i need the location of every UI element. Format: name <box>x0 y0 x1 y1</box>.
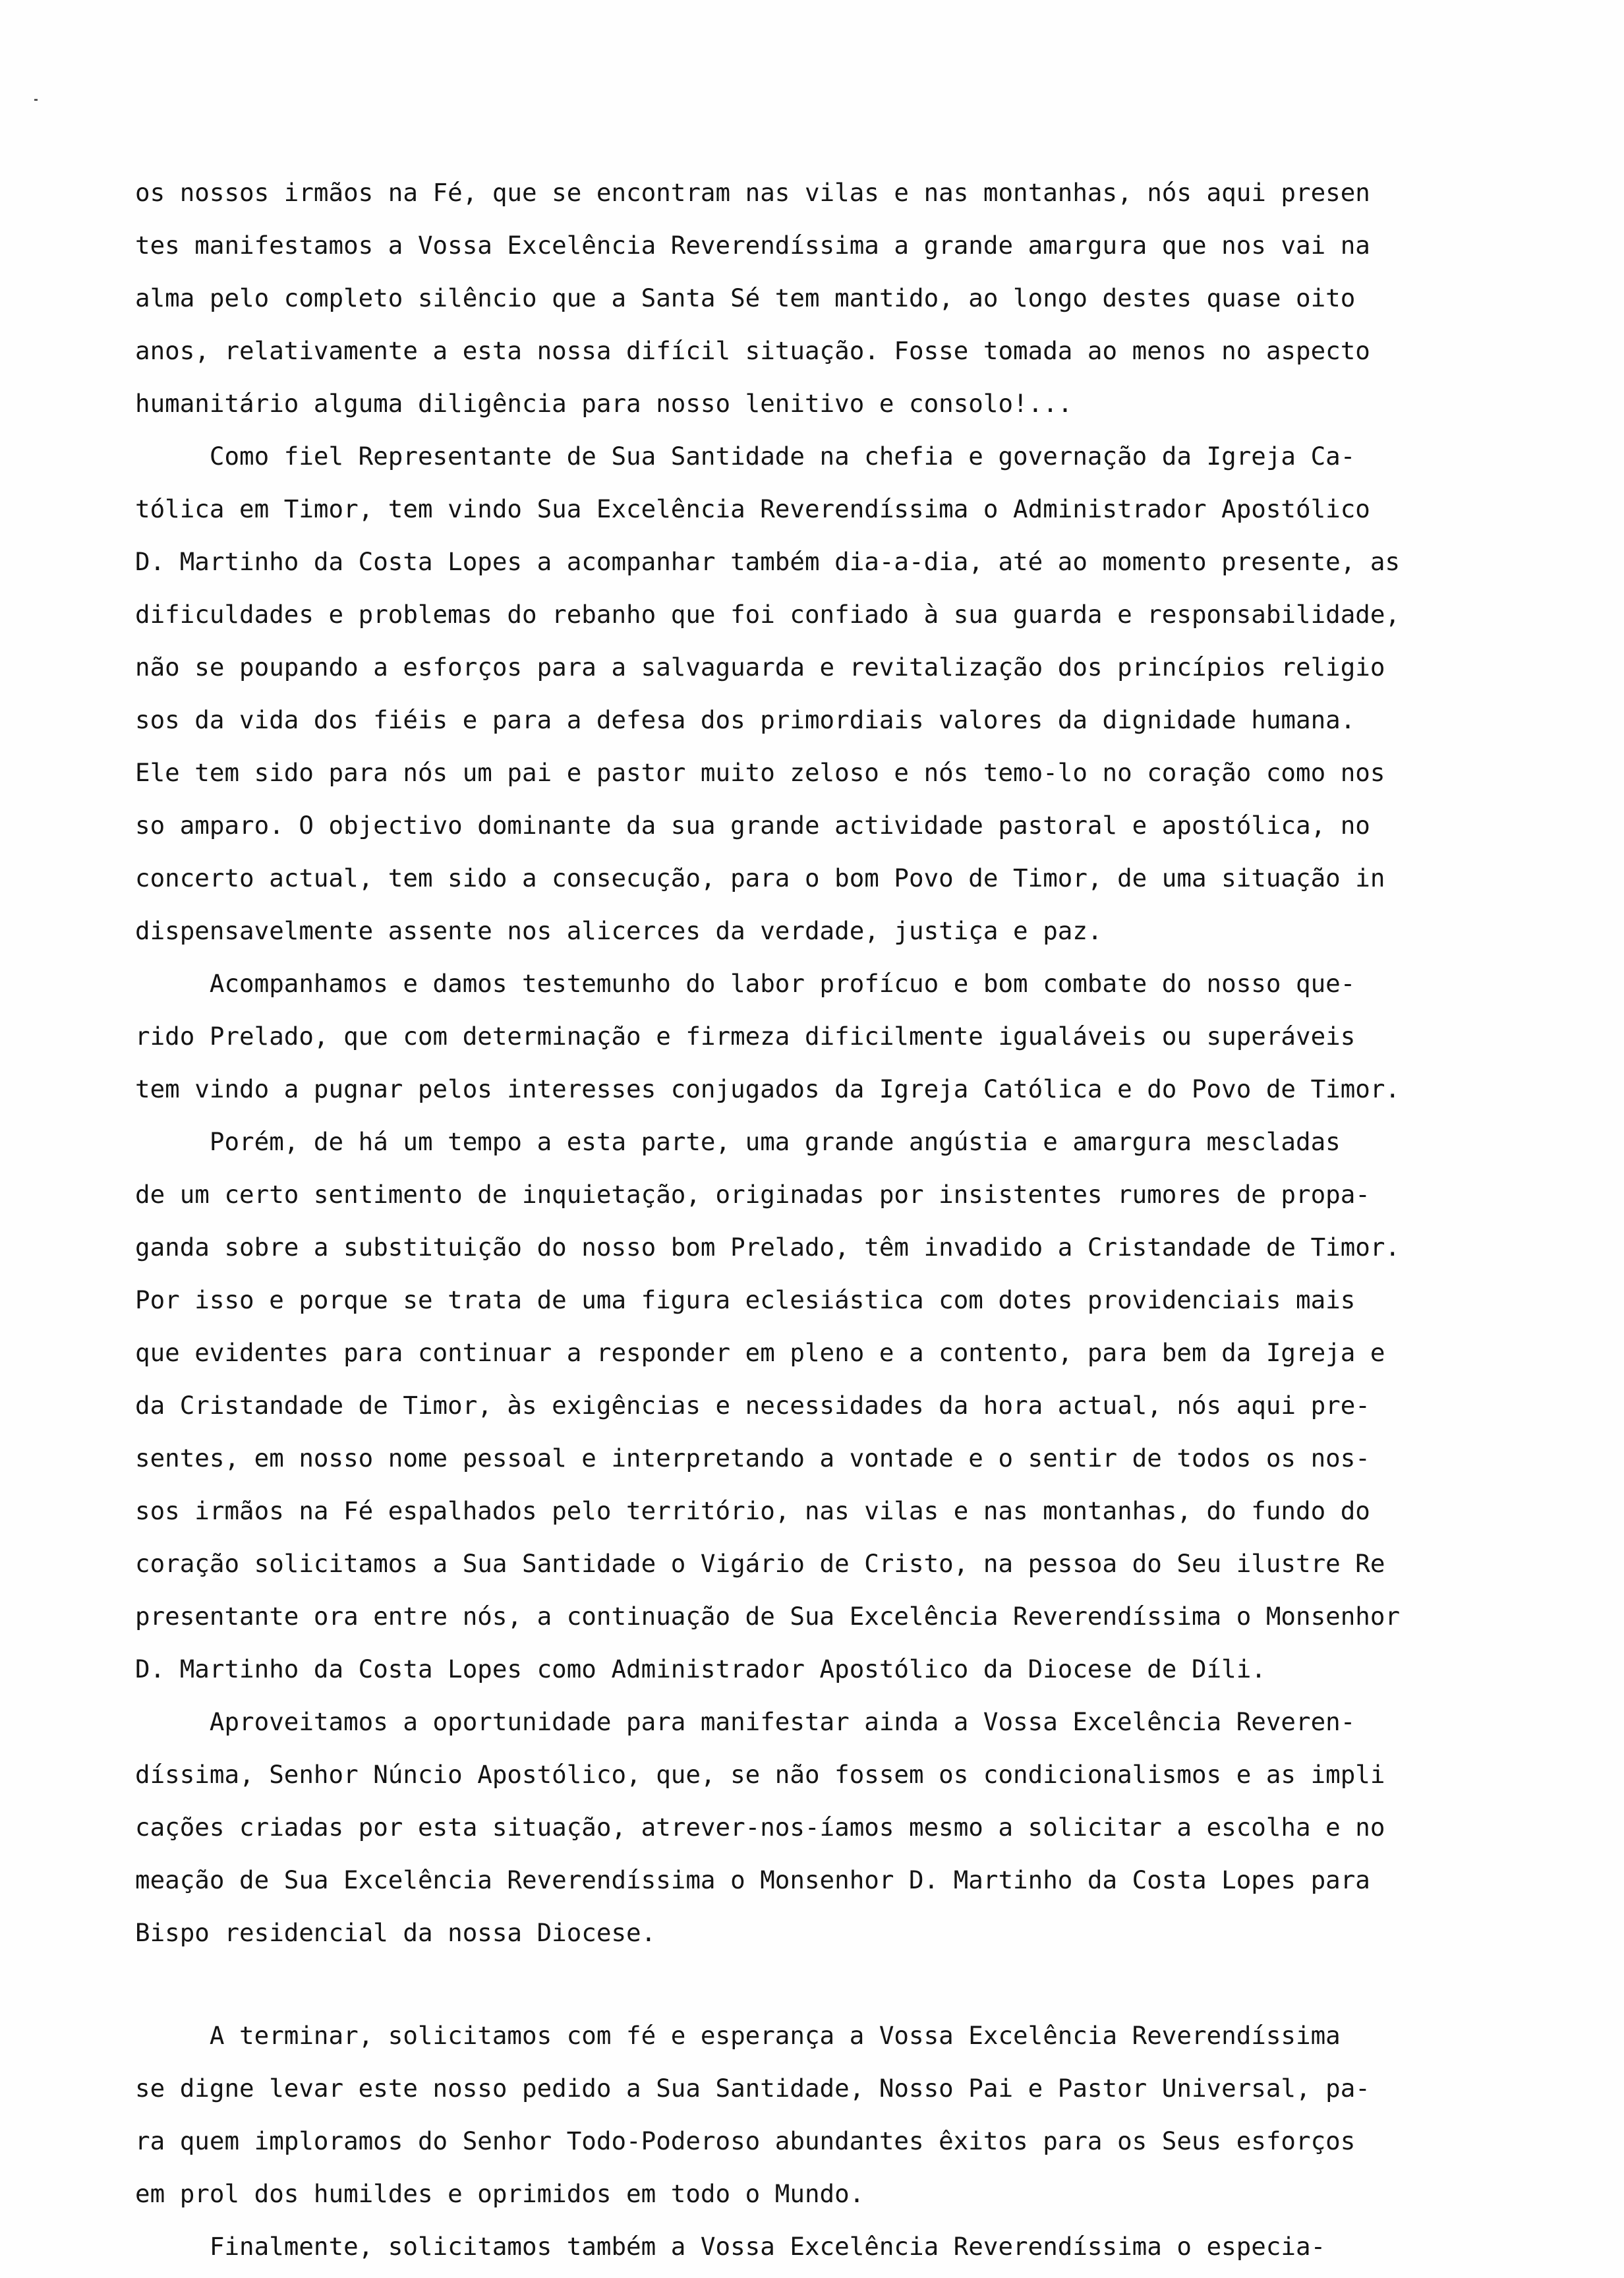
text-line: os nossos irmãos na Fé, que se encontram nas vilas e nas montanhas, nós aqui presen <box>135 178 1370 207</box>
text-line: se digne levar este nosso pedido a Sua Santidade, Nosso Pai e Pastor Universal, pa- <box>135 2074 1370 2103</box>
text-line: so amparo. O objectivo dominante da sua grande actividade pastoral e apostólica, no <box>135 811 1370 840</box>
text-line: dificuldades e problemas do rebanho que foi confiado à sua guarda e responsabilidade, <box>135 600 1401 629</box>
text-line: Por isso e porque se trata de uma figura eclesiástica com dotes providenciais mais <box>135 1285 1356 1314</box>
paragraph-gap <box>135 1959 1552 2009</box>
text-line: sos irmãos na Fé espalhados pelo território, nas vilas e nas montanhas, do fundo do <box>135 1496 1370 1525</box>
text-line: rido Prelado, que com determinação e firmeza dificilmente igualáveis ou superáveis <box>135 1022 1356 1051</box>
text-line: tem vindo a pugnar pelos interesses conjugados da Igreja Católica e do Povo de Timor. <box>135 1074 1401 1103</box>
paragraph <box>135 2220 1552 2273</box>
paragraph <box>135 1115 1552 1695</box>
text-line: anos, relativamente a esta nossa difícil situação. Fosse tomada ao menos no aspecto <box>135 336 1370 365</box>
text-line: D. Martinho da Costa Lopes como Administrador Apostólico da Diocese de Díli. <box>135 1654 1266 1683</box>
text-line: sentes, em nosso nome pessoal e interpretando a vontade e o sentir de todos os nos- <box>135 1444 1370 1473</box>
text-line: sos da vida dos fiéis e para a defesa dos primordiais valores da dignidade humana. <box>135 705 1356 734</box>
text-line: A terminar, solicitamos com fé e esperança a Vossa Excelência Reverendíssima <box>135 2021 1341 2050</box>
text-line: Acompanhamos e damos testemunho do labor profícuo e bom combate do nosso que- <box>135 969 1356 998</box>
text-line: Aproveitamos a oportunidade para manifestar ainda a Vossa Excelência Reveren- <box>135 1707 1356 1736</box>
text-line: Finalmente, solicitamos também a Vossa Excelência Reverendíssima o especia- <box>135 2232 1326 2261</box>
text-line: coração solicitamos a Sua Santidade o Vigário de Cristo, na pessoa do Seu ilustre Re <box>135 1549 1385 1578</box>
text-line: que evidentes para continuar a responder em pleno e a contento, para bem da Igreja e <box>135 1338 1385 1367</box>
text-line: da Cristandade de Timor, às exigências e necessidades da hora actual, nós aqui pre- <box>135 1391 1370 1420</box>
text-line: presentante ora entre nós, a continuação de Sua Excelência Reverendíssima o Monsenhor <box>135 1602 1401 1631</box>
text-line: meação de Sua Excelência Reverendíssima o Monsenhor D. Martinho da Costa Lopes para <box>135 1865 1370 1894</box>
text-line: ra quem imploramos do Senhor Todo-Poderoso abundantes êxitos para os Seus esforços <box>135 2126 1356 2155</box>
paragraph <box>135 2009 1552 2220</box>
text-line: ganda sobre a substituição do nosso bom Prelado, têm invadido a Cristandade de Timor. <box>135 1233 1401 1262</box>
text-line: cações criadas por esta situação, atrever-nos-íamos mesmo a solicitar a escolha e no <box>135 1813 1385 1842</box>
paragraph <box>135 430 1552 957</box>
text-line: díssima, Senhor Núncio Apostólico, que, se não fossem os condicionalismos e as impli <box>135 1760 1385 1789</box>
scan-speck <box>34 99 38 101</box>
text-line: alma pelo completo silêncio que a Santa Sé tem mantido, ao longo destes quase oito <box>135 283 1356 312</box>
text-line: em prol dos humildes e oprimidos em todo o Mundo. <box>135 2179 865 2208</box>
text-line: não se poupando a esforços para a salvaguarda e revitalização dos princípios religio <box>135 653 1385 682</box>
text-line: humanitário alguma diligência para nosso lenitivo e consolo!... <box>135 389 1073 418</box>
text-line: dispensavelmente assente nos alicerces da verdade, justiça e paz. <box>135 916 1103 945</box>
text-line: Ele tem sido para nós um pai e pastor muito zeloso e nós temo-lo no coração como nos <box>135 758 1385 787</box>
text-line: Bispo residencial da nossa Diocese. <box>135 1918 656 1947</box>
paragraph <box>135 1695 1552 1959</box>
text-line: tes manifestamos a Vossa Excelência Reverendíssima a grande amargura que nos vai na <box>135 231 1370 260</box>
letter-body <box>135 166 1552 2273</box>
paragraph <box>135 166 1552 430</box>
text-line: de um certo sentimento de inquietação, originadas por insistentes rumores de propa- <box>135 1180 1370 1209</box>
text-line: tólica em Timor, tem vindo Sua Excelência Reverendíssima o Administrador Apostólico <box>135 494 1370 523</box>
text-line: D. Martinho da Costa Lopes a acompanhar também dia-a-dia, até ao momento presente, as <box>135 547 1401 576</box>
paragraph <box>135 957 1552 1115</box>
text-line: concerto actual, tem sido a consecução, para o bom Povo de Timor, de uma situação in <box>135 863 1385 892</box>
text-line: Como fiel Representante de Sua Santidade na chefia e governação da Igreja Ca- <box>135 442 1356 471</box>
text-line: Porém, de há um tempo a esta parte, uma grande angústia e amargura mescladas <box>135 1127 1341 1156</box>
